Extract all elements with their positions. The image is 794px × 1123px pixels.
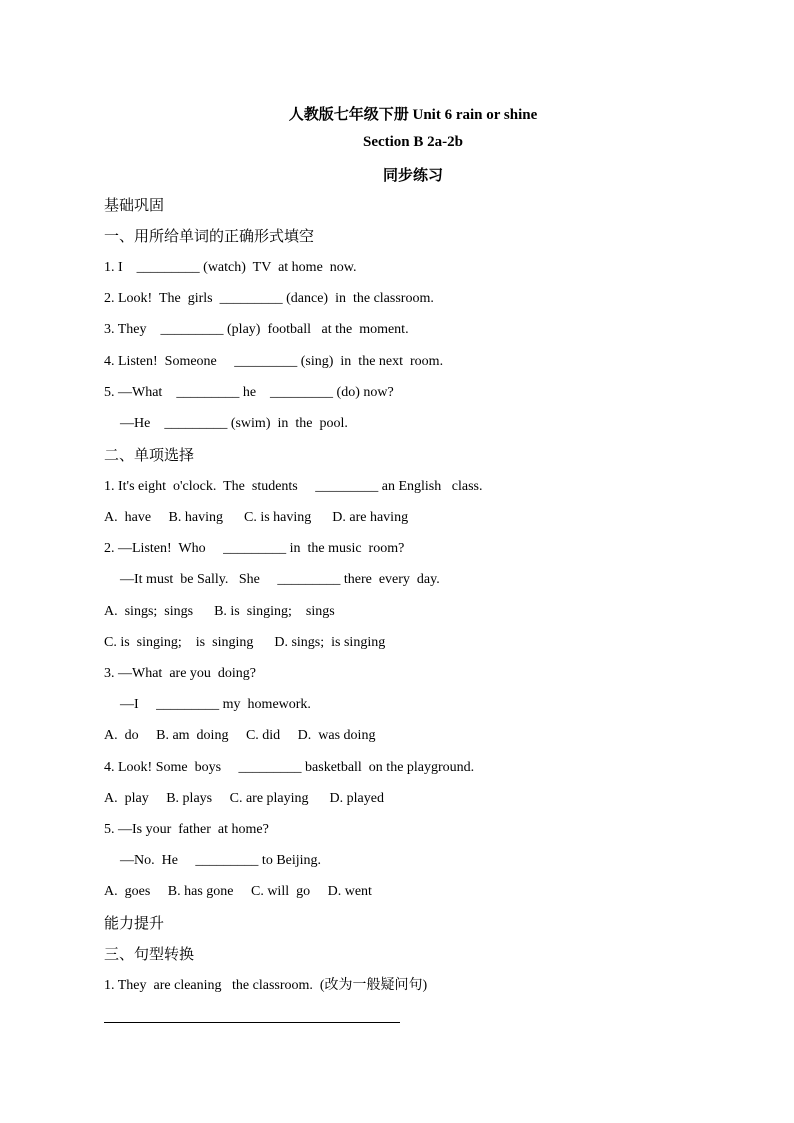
part2-heading: 二、单项选择 <box>104 446 195 464</box>
question-line: 1. It's eight o'clock. The students _________ an English class. <box>104 479 483 494</box>
question-line: 2. —Listen! Who _________ in the music room? <box>104 541 405 556</box>
options-line: A. do B. am doing C. did D. was doing <box>104 728 376 743</box>
question-line: 5. —What _________ he _________ (do) now? <box>104 385 394 400</box>
question-line: 1. I _________ (watch) TV at home now. <box>104 260 357 275</box>
options-line: C. is singing; is singing D. sings; is singing <box>104 635 386 650</box>
options-line: A. have B. having C. is having D. are having <box>104 510 409 525</box>
answer-blank-line <box>104 1022 400 1023</box>
options-line: A. goes B. has gone C. will go D. went <box>104 884 372 899</box>
question-line: —He _________ (swim) in the pool. <box>120 416 348 431</box>
question-line: 4. Listen! Someone _________ (sing) in the next room. <box>104 354 444 369</box>
basic-section-heading: 基础巩固 <box>104 196 165 214</box>
worksheet-title: 人教版七年级下册 Unit 6 rain or shine <box>288 107 538 123</box>
question-line: 3. They _________ (play) football at the moment. <box>104 322 409 337</box>
question-line: 1. They are cleaning the classroom. (改为一般疑问句) <box>104 978 428 993</box>
options-line: A. sings; sings B. is singing; sings <box>104 604 335 619</box>
advanced-section-heading: 能力提升 <box>104 914 165 932</box>
question-line: —It must be Sally. She _________ there every day. <box>120 572 440 587</box>
part3-heading: 三、句型转换 <box>104 945 195 963</box>
worksheet-section: Section B 2a-2b <box>362 134 463 150</box>
question-line: 3. —What are you doing? <box>104 666 257 681</box>
question-line: 5. —Is your father at home? <box>104 822 269 837</box>
question-line: —No. He _________ to Beijing. <box>120 853 322 868</box>
worksheet-subtitle: 同步练习 <box>382 168 443 184</box>
options-line: A. play B. plays C. are playing D. played <box>104 791 384 806</box>
question-line: —I _________ my homework. <box>120 697 311 712</box>
question-line: 2. Look! The girls _________ (dance) in the classroom. <box>104 291 434 306</box>
part1-heading: 一、用所给单词的正确形式填空 <box>104 227 315 245</box>
question-line: 4. Look! Some boys _________ basketball on the playground. <box>104 760 475 775</box>
